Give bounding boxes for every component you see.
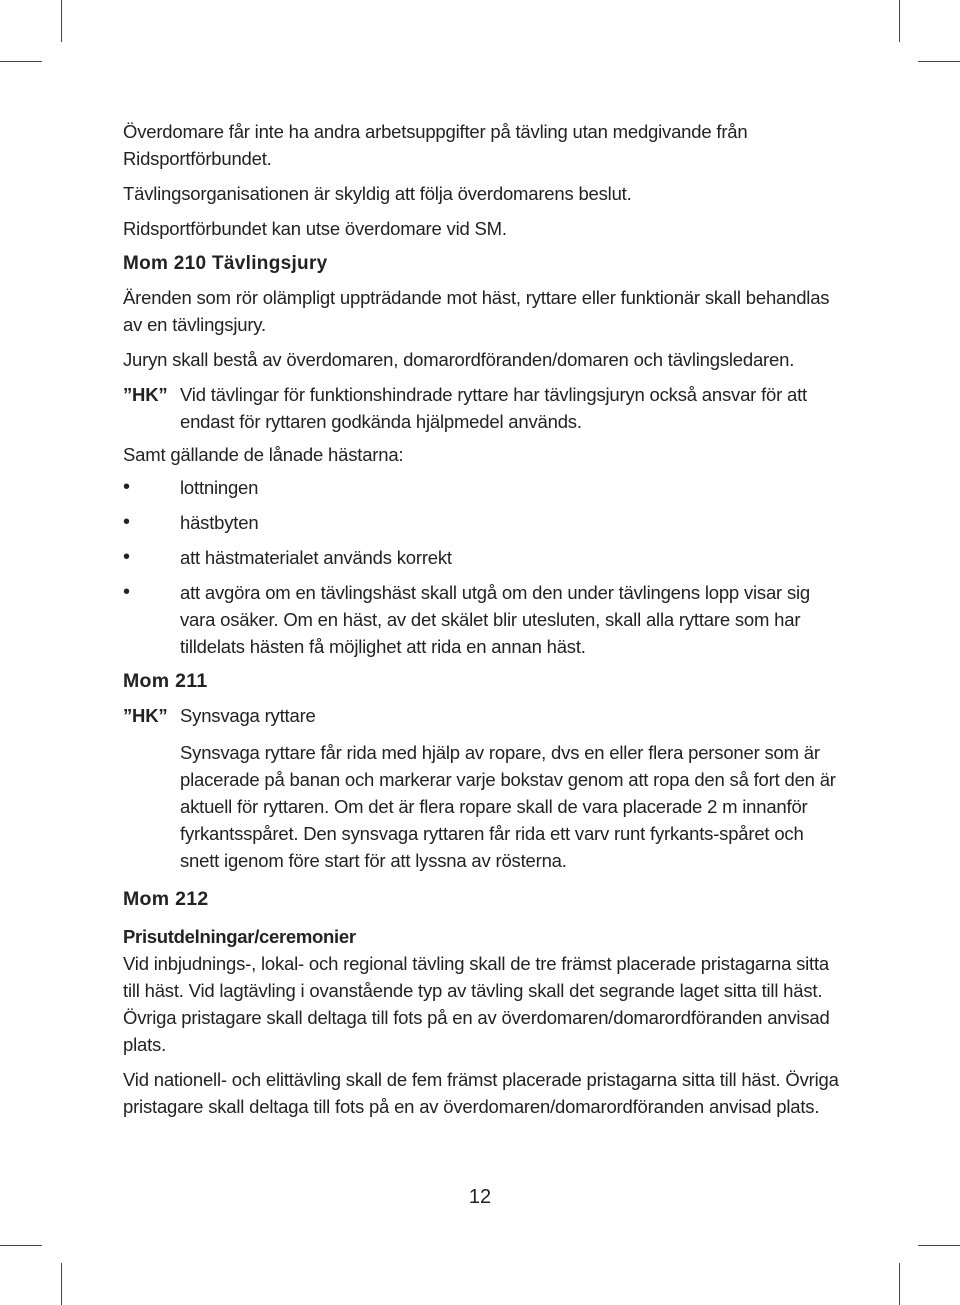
hk-text: Vid tävlingar för funktionshindrade ryttare har tävlingsjuryn också ansvar för att endast för ryttaren godkända hjälpmedel används. xyxy=(180,384,807,432)
subheading-prisutdelningar: Prisutdelningar/ceremonier xyxy=(123,926,356,947)
paragraph-nationell: Vid nationell- och elittävling skall de fem främst placerade pristagarna sitta till häst. Övriga pristagare skall deltaga till fots på en av överdomaren/domarordföranden anvisad plats. xyxy=(123,1069,839,1117)
list-item-text: lottningen xyxy=(180,477,259,498)
paragraph-tavlingsorganisation: Tävlingsorganisationen är skyldig att följa överdomarens beslut. xyxy=(123,183,632,204)
paragraph-samt-gallande: Samt gällande de lånade hästarna: xyxy=(123,444,404,465)
list-item-text: hästbyten xyxy=(180,512,259,533)
crop-mark-bottom-left-h xyxy=(0,1245,42,1246)
bullet-list xyxy=(123,474,843,660)
bullet-icon: • xyxy=(123,476,130,498)
list-item xyxy=(123,474,843,501)
crop-mark-bottom-left-v xyxy=(61,1263,62,1305)
hk-note-mom-210 xyxy=(123,381,843,435)
list-item xyxy=(123,509,843,536)
list-item xyxy=(123,544,843,571)
crop-mark-top-left-h xyxy=(0,61,42,62)
paragraph-synsvaga: Synsvaga ryttare får rida med hjälp av ropare, dvs en eller flera personer som är placerade på banan och markerar varje bokstav genom att ropa den så fort den är aktuell för ryttaren. Om det är flera ropare skall de vara placerade 2 m innanför fyrkantsspåret. Den synsvaga ryttaren får rida ett varv runt fyrkants-spåret och snett igenom före start för att lyssna av rösterna. xyxy=(180,742,836,871)
paragraph-ridsportforbundet: Ridsportförbundet kan utse överdomare vid SM. xyxy=(123,218,507,239)
document-body xyxy=(123,118,843,1128)
list-item-text: att avgöra om en tävlingshäst skall utgå om den under tävlingens lopp visar sig vara osäker. Om en häst, av det skälet blir utesluten, skall alla ryttare som har tilldelats hästen få möjlighet att rida en annan häst. xyxy=(180,582,811,657)
crop-mark-bottom-right-v xyxy=(899,1263,900,1305)
crop-mark-bottom-right-h xyxy=(918,1245,960,1246)
paragraph-juryn: Juryn skall bestå av överdomaren, domarordföranden/domaren och tävlingsledaren. xyxy=(123,349,795,370)
page-number: 12 xyxy=(468,1186,492,1208)
list-item xyxy=(123,579,843,660)
heading-mom-211: Mom 211 xyxy=(123,670,208,692)
bullet-icon: • xyxy=(123,546,130,568)
bullet-icon: • xyxy=(123,581,130,603)
heading-mom-212: Mom 212 xyxy=(123,888,209,910)
hk-tag: ”HK” xyxy=(123,384,168,405)
paragraph-overdomare: Överdomare får inte ha andra arbetsuppgifter på tävling utan medgivande från Ridsportförbundet. xyxy=(123,121,748,169)
hk-tag: ”HK” xyxy=(123,705,168,726)
crop-mark-top-right-h xyxy=(918,61,960,62)
paragraph-inbjudnings: Vid inbjudnings-, lokal- och regional tävling skall de tre främst placerade pristagarna sitta till häst. Vid lagtävling i ovanstående typ av tävling skall det segrande laget sitta till häst. Övriga pristagare skall deltaga till fots på en av överdomaren/domarordföranden anvisad plats. xyxy=(123,953,830,1055)
list-item-text: att hästmaterialet används korrekt xyxy=(180,547,452,568)
hk-title: Synsvaga ryttare xyxy=(180,705,316,726)
hk-note-mom-211 xyxy=(123,702,843,729)
heading-mom-210: Mom 210 Tävlingsjury xyxy=(123,253,328,274)
bullet-icon: • xyxy=(123,511,130,533)
crop-mark-top-right-v xyxy=(899,0,900,42)
crop-mark-top-left-v xyxy=(61,0,62,42)
paragraph-arenden: Ärenden som rör olämpligt uppträdande mot häst, ryttare eller funktionär skall behandlas av en tävlingsjury. xyxy=(123,287,830,335)
